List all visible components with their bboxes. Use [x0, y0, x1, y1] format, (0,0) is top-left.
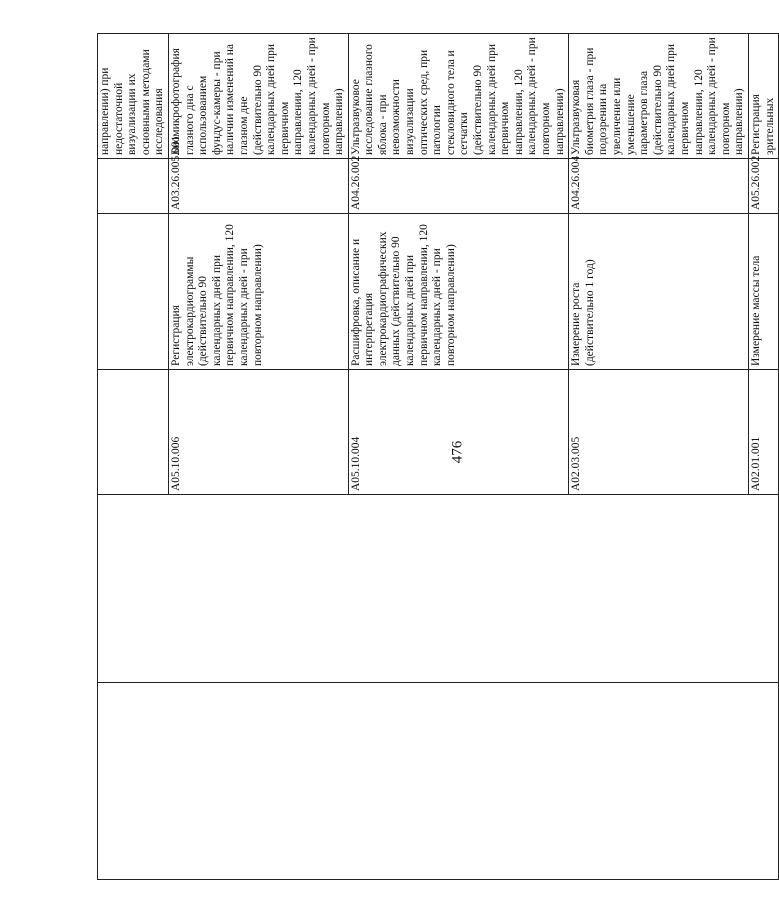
- code-b-cell: [168, 135, 348, 214]
- left-merged-cell: [98, 683, 779, 880]
- code-a-cell: [98, 370, 169, 495]
- rotated-page-content: [97, 34, 776, 880]
- code-a-cell: [168, 370, 348, 495]
- table-row: [98, 34, 169, 880]
- name-a-text: Расшифровка, описание и интерпретация электрокардиографических данных (действительно 90 календарных дней при первичном направлении, 120 календарных дней - при повторном направлении): [349, 224, 457, 366]
- code-a-text: A02.01.001: [749, 436, 762, 491]
- code-a-cell: [748, 370, 778, 495]
- name-b-text: Биомикрофотография глазного дна с использованием фундус-камеры - при наличии изменений на глазном дне (действительно 90 календарных дней при первичном направлении, 120 календарных дней - при повторном направлении): [169, 37, 346, 155]
- name-b-cell: [569, 34, 749, 159]
- name-b-cell: [168, 34, 348, 159]
- name-b-cell: [98, 34, 169, 159]
- code-b-cell: [98, 159, 169, 214]
- code-b-cell: [348, 155, 569, 214]
- code-b-cell: [748, 155, 778, 214]
- name-b-text: Ультразвуковое исследование глазного яблока - при невозможности визуализации оптических сред, при патологии стекловидного тела и сетчатки (действительно 90 календарных дней при первичном направлении, 120 календарных дней - при повторном направлении): [349, 37, 566, 155]
- name-a-cell: [348, 214, 569, 370]
- name-a-text: Измерение массы тела: [749, 255, 762, 366]
- code-a-cell: [569, 370, 749, 495]
- name-a-cell: [168, 214, 348, 370]
- code-b-text: A03.26.005.001: [169, 135, 182, 210]
- name-a-text: Регистрация электрокардиограммы (действительно 90 календарных дней при первичном направлении, 120 календарных дней - при повторном направлении): [169, 224, 264, 366]
- code-a-text: A05.10.004: [349, 436, 362, 491]
- name-b-cell: [348, 34, 569, 159]
- code-b-text: A05.26.002: [749, 155, 762, 210]
- name-b-cell: [748, 34, 778, 159]
- second-merged-cell: [98, 495, 779, 683]
- name-b-text: Ультразвуковая биометрия глаза - при подозрении на увеличение или уменьшение параметров глаза (действительно 90 календарных дней при первичном направлении, 120 календарных дней - при повторном направлении): [570, 37, 746, 155]
- name-a-cell: [98, 214, 169, 370]
- code-b-cell: [569, 155, 749, 214]
- code-a-cell: [348, 370, 569, 495]
- code-a-text: A02.03.005: [570, 436, 583, 491]
- procedures-table: [97, 33, 779, 880]
- code-a-text: A05.10.006: [169, 436, 182, 491]
- name-a-text: Измерение роста (действительно 1 год): [570, 259, 596, 366]
- name-a-cell: [748, 214, 778, 370]
- code-b-text: A04.26.002: [349, 155, 362, 210]
- page-number: 476: [449, 440, 466, 464]
- code-b-text: A04.26.004: [570, 155, 583, 210]
- name-b-text: направлении) при недостаточной визуализации их основными методами исследования: [99, 49, 166, 155]
- name-b-text: Регистрация зрительных: [749, 94, 776, 155]
- name-a-cell: [569, 214, 749, 370]
